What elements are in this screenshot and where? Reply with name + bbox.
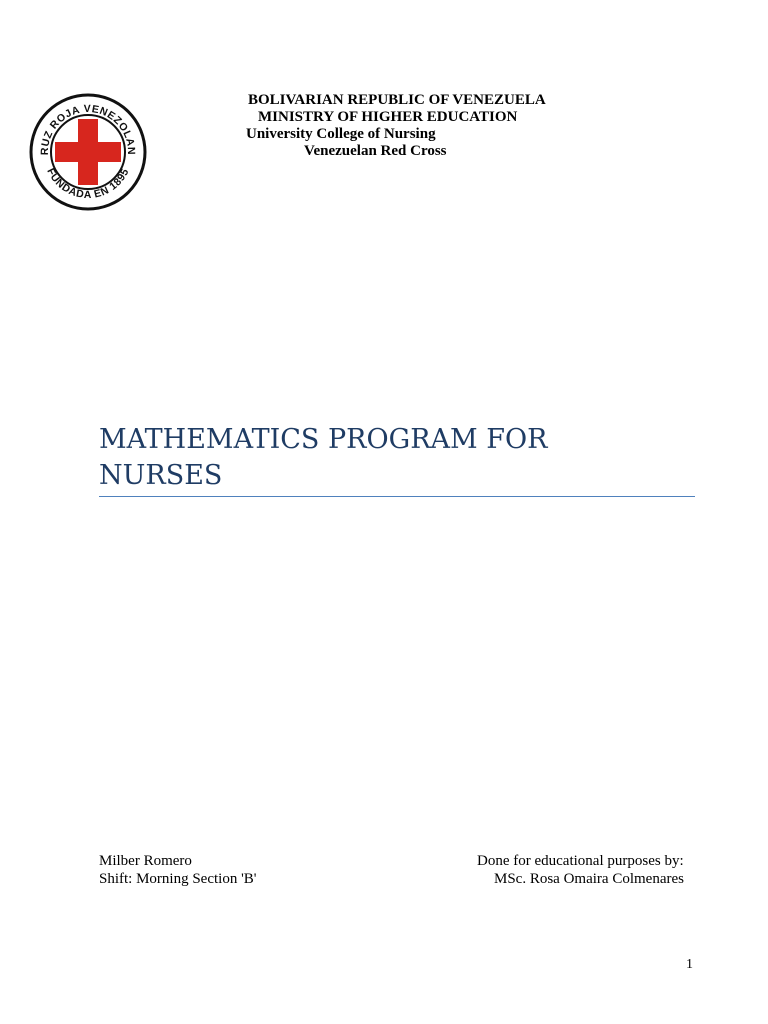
author-shift: Shift: Morning Section 'B' — [99, 871, 257, 887]
header-organization: Venezuelan Red Cross — [304, 143, 447, 159]
header-college: University College of Nursing — [246, 126, 436, 142]
header-ministry: MINISTRY OF HIGHER EDUCATION — [258, 109, 518, 125]
author-name: Milber Romero — [99, 853, 192, 869]
logo-ring-text-top: RUZ ROJA VENEZOLAN — [38, 102, 138, 156]
logo-ring-text-bottom: FUNDADA EN 1895 — [44, 166, 132, 202]
page-number: 1 — [686, 957, 693, 972]
red-cross-seal-icon — [28, 92, 148, 212]
teacher-name: MSc. Rosa Omaira Colmenares — [494, 871, 684, 887]
title-line-2: NURSES — [99, 460, 223, 491]
header-country: BOLIVARIAN REPUBLIC OF VENEZUELA — [248, 92, 546, 108]
title-line-1: MATHEMATICS PROGRAM FOR — [99, 424, 548, 455]
title-divider — [99, 496, 695, 497]
red-cross-logo — [28, 92, 148, 212]
purpose-label: Done for educational purposes by: — [477, 853, 684, 869]
document-title — [99, 422, 659, 494]
